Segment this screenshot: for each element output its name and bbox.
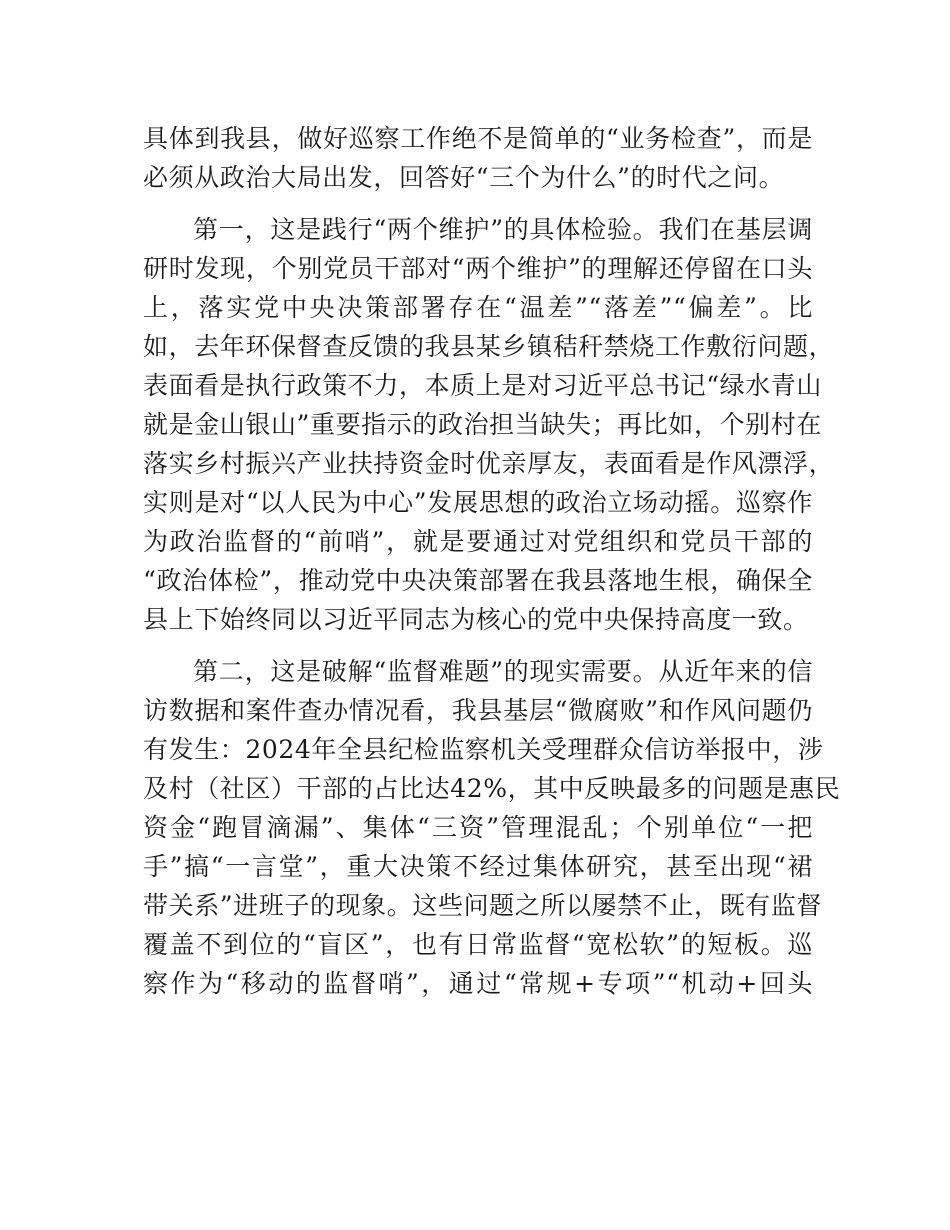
paragraph-second-line: 覆盖不到位的“盲区”，也有日常监督“宽松软”的短板。巡	[143, 930, 813, 959]
paragraph-second-line: 及村（社区）干部的占比达42%，其中反映最多的问题是惠民	[143, 774, 841, 803]
paragraph-second-line: 访数据和案件查办情况看，我县基层“微腐败”和作风问题仍	[143, 696, 813, 725]
paragraph-first-line: 就是金山银山”重要指示的政治担当缺失；再比如，个别村在	[143, 410, 822, 439]
paragraph-intro-line: 必须从政治大局出发，回答好“三个为什么”的时代之问。	[143, 163, 785, 192]
paragraph-second-line: 第二，这是破解“监督难题”的现实需要。从近年来的信	[193, 657, 813, 686]
paragraph-first-line: 实则是对“以人民为中心”发展思想的政治立场动摇。巡察作	[143, 488, 813, 517]
paragraph-first-line: “政治体检”，推动党中央决策部署在我县落地生根，确保全	[143, 566, 813, 595]
paragraph-first-line: 表面看是执行政策不力，本质上是对习近平总书记“绿水青山	[143, 371, 822, 400]
paragraph-first-line: 上，落实党中央决策部署存在“温差”“落差”“偏差”。比	[143, 293, 813, 322]
paragraph-second-line: 带关系”进班子的现象。这些问题之所以屡禁不止，既有监督	[143, 891, 822, 920]
paragraph-first-line: 第一，这是践行“两个维护”的具体检验。我们在基层调	[193, 215, 813, 244]
paragraph-first-line: 为政治监督的“前哨”，就是要通过对党组织和党员干部的	[143, 527, 813, 556]
paragraph-second-line: 资金“跑冒滴漏”、集体“三资”管理混乱；个别单位“一把	[143, 813, 813, 842]
paragraph-first-line: 如，去年环保督查反馈的我县某乡镇秸秆禁烧工作敷衍问题，	[143, 332, 835, 361]
paragraph-first-line: 落实乡村振兴产业扶持资金时优亲厚友，表面看是作风漂浮，	[143, 449, 835, 478]
paragraph-second-line: 有发生：2024年全县纪检监察机关受理群众信访举报中，涉	[143, 735, 824, 764]
paragraph-first-line: 研时发现，个别党员干部对“两个维护”的理解还停留在口头	[143, 254, 813, 283]
paragraph-second-line: 察作为“移动的监督哨”，通过“常规+专项”“机动+回头	[143, 969, 813, 998]
body-text	[143, 119, 841, 1003]
paragraph-second-line: 手”搞“一言堂”，重大决策不经过集体研究，甚至出现“裙	[143, 852, 813, 881]
paragraph-first-line: 县上下始终同以习近平同志为核心的党中央保持高度一致。	[143, 605, 809, 634]
paragraph-intro-line: 具体到我县，做好巡察工作绝不是简单的“业务检查”，而是	[143, 124, 813, 153]
